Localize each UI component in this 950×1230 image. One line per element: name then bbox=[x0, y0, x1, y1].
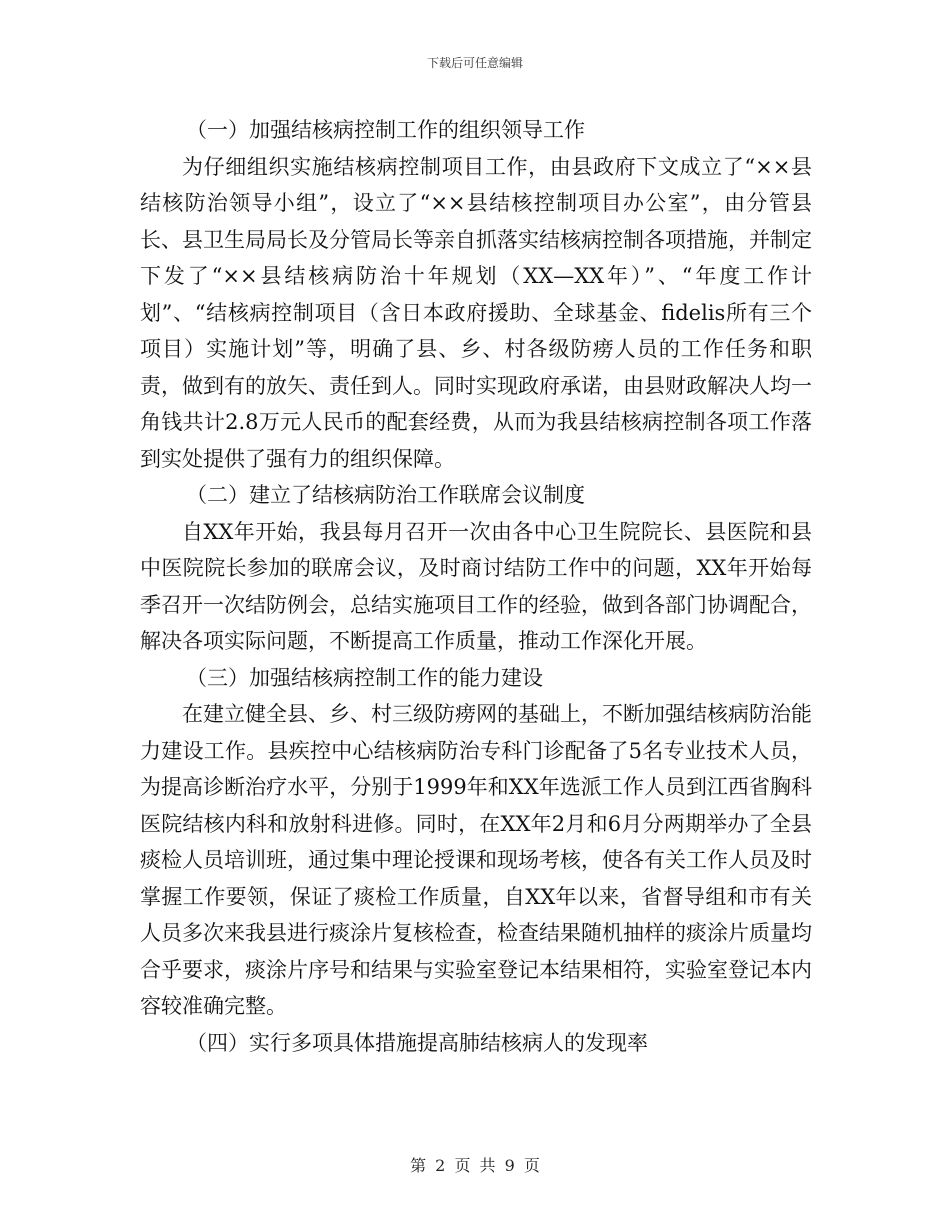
page-header: 下载后可任意编辑 bbox=[426, 56, 523, 70]
section-4-heading: （四）实行多项具体措施提高肺结核病人的发现率 bbox=[186, 1030, 648, 1055]
section-2-paragraph: 自XX年开始，我县每月召开一次由各中心卫生院院长、县医院和县中医院院长参加的联席会议，及时商讨结防工作中的问题，XX年开始每季召开一次结防例会，总结实施项目工作的经验，做到各部门协调配合，解决各项实际问题，不断提高工作质量，推动工作深化开展。 bbox=[140, 519, 812, 653]
section-1-heading: （一）加强结核病控制工作的组织领导工作 bbox=[186, 118, 585, 142]
section-3-paragraph: 在建立健全县、乡、村三级防痨网的基础上，不断加强结核病防治能力建设工作。县疾控中心结核病防治专科门诊配备了5名专业技术人员，为提高诊断治疗水平，分别于1999年和XX年选派工作人员到江西省胸科医院结核内科和放射科进修。同时，在XX年2月和6月分两期举办了全县痰检人员培训班，通过集中理论授课和现场考核，使各有关工作人员及时掌握工作要领，保证了痰检工作质量，自XX年以来，省督导组和市有关人员多次来我县进行痰涂片复核检查，检查结果随机抽样的痰涂片质量均合乎要求，痰涂片序号和结果与实验室登记本结果相符，实验室登记本内容较准确完整。 bbox=[140, 702, 812, 1018]
document-body bbox=[140, 112, 812, 1061]
section-2-heading: （二）建立了结核病防治工作联席会议制度 bbox=[186, 483, 585, 507]
page-footer: 第 2 页 共 9 页 bbox=[410, 1156, 540, 1175]
section-3-heading: （三）加强结核病控制工作的能力建设 bbox=[186, 665, 543, 690]
section-1-paragraph: 为仔细组织实施结核病控制项目工作，由县政府下文成立了“××县结核防治领导小组”，设立了“××县结核控制项目办公室”，由分管县长、县卫生局局长及分管局长等亲自抓落实结核病控制各项措施，并制定下发了“××县结核病防治十年规划（XX—XX年）”、“年度工作计划”、“结核病控制项目（含日本政府援助、全球基金、fidelis所有三个项目）实施计划”等，明确了县、乡、村各级防痨人员的工作任务和职责，做到有的放矢、责任到人。同时实现政府承诺，由县财政解决人均一角钱共计2.8万元人民币的配套经费，从而为我县结核病控制各项工作落到实处提供了强有力的组织保障。 bbox=[140, 154, 812, 471]
